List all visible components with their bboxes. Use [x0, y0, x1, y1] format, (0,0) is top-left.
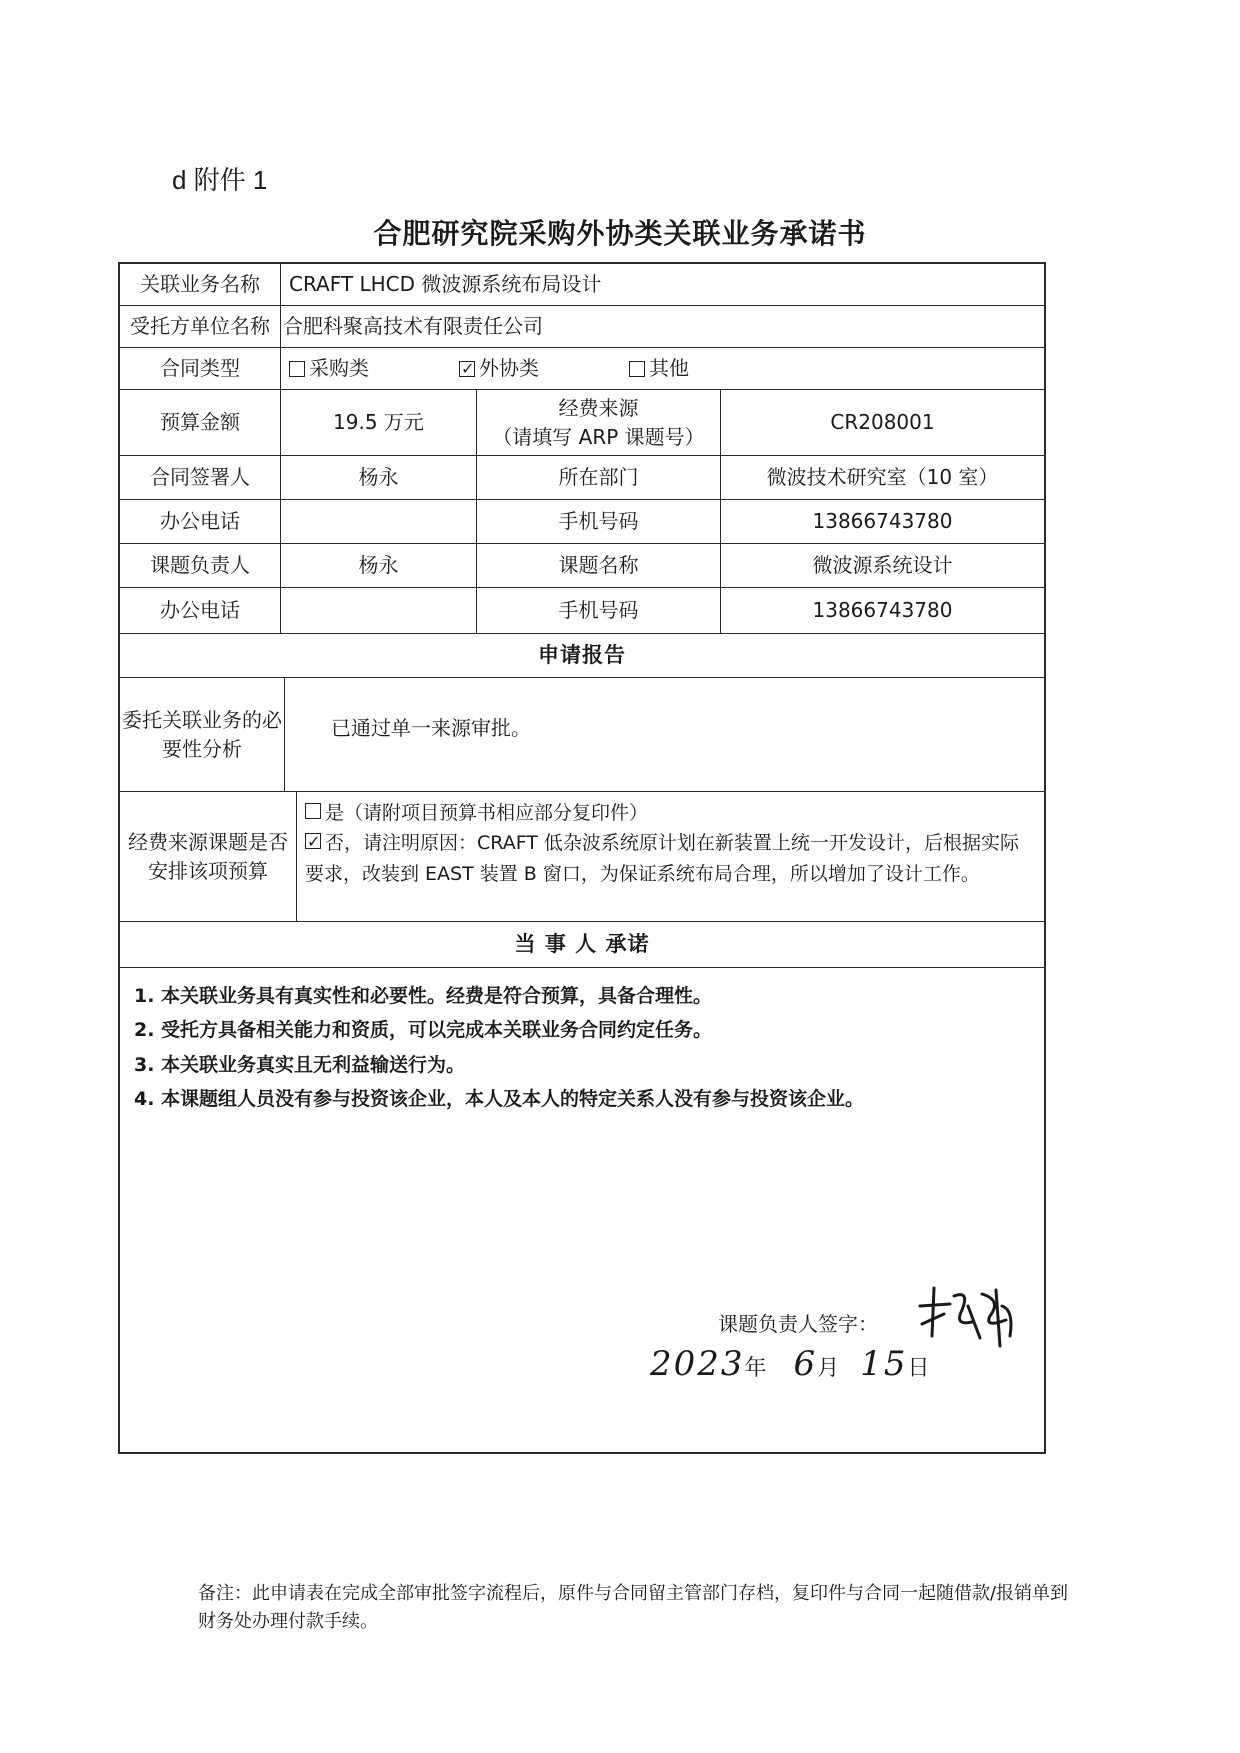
necessity-label — [120, 678, 284, 791]
contract-type-purchase-label: 采购类 — [309, 356, 369, 380]
footer-note: 备注：此申请表在完成全部审批签字流程后，原件与合同留主管部门存档，复印件与合同一起随借款/报销单到财务处办理付款手续。 — [198, 1583, 1069, 1632]
row-application-heading — [120, 634, 1044, 678]
promise-heading: 当 事 人 承诺 — [514, 932, 650, 957]
signature-date — [650, 1344, 929, 1384]
commitment-form — [118, 262, 1046, 1454]
row-office-phone-2 — [120, 588, 1044, 634]
contract-type-purchase[interactable] — [289, 354, 369, 383]
row-budget-arranged — [120, 792, 1044, 922]
promise-item: 1. 本关联业务具有真实性和必要性。经费是符合预算，具备合理性。 — [134, 985, 713, 1007]
office-phone-value — [280, 500, 476, 543]
promise-item: 4. 本课题组人员没有参与投资该企业，本人及本人的特定关系人没有参与投资该企业。 — [134, 1087, 865, 1110]
mobile-label: 手机号码 — [476, 500, 720, 543]
project-name-value: 微波源系统设计 — [720, 544, 1044, 587]
promise-item: 3. 本关联业务真实且无利益输送行为。 — [134, 1053, 466, 1076]
row-necessity — [120, 678, 1044, 792]
arranged-label-line1: 经费来源课题是否 — [128, 829, 288, 854]
signer-label: 合同签署人 — [150, 465, 250, 489]
budget-label: 预算金额 — [160, 410, 240, 434]
leader-label: 课题负责人 — [150, 553, 250, 577]
option-no-label: 否，请注明原因：CRAFT 低杂波系统原计划在新装置上统一开发设计，后根据实际要求，改装到 EAST 装置 B 窗口，为保证系统布局合理，所以增加了设计工作。 — [305, 832, 1019, 885]
signer-value: 杨永 — [280, 456, 476, 499]
application-heading: 申请报告 — [538, 643, 626, 668]
row-office-phone-1 — [120, 500, 1044, 544]
fund-source-value: CR208001 — [720, 390, 1044, 455]
mobile-value: 13866743780 — [720, 500, 1044, 543]
row-entrusted-unit — [120, 306, 1044, 348]
business-name-value: CRAFT LHCD 微波源系统布局设计 — [280, 264, 1044, 305]
dept-value: 微波技术研究室（10 室） — [720, 456, 1044, 499]
document-title: 合肥研究院采购外协类关联业务承诺书 — [373, 217, 867, 250]
mobile-label-2: 手机号码 — [476, 588, 720, 633]
office-phone-label-2: 办公电话 — [160, 598, 240, 622]
option-no[interactable] — [305, 828, 1034, 889]
entrusted-label: 受托方单位名称 — [130, 314, 270, 338]
option-yes[interactable] — [305, 798, 648, 828]
dept-label: 所在部门 — [476, 456, 720, 499]
date-day-unit: 日 — [907, 1356, 930, 1381]
row-business-name — [120, 264, 1044, 306]
entrusted-value: 合肥科聚高技术有限责任公司 — [280, 306, 1044, 347]
row-contract-type — [120, 348, 1044, 390]
fund-source-label — [476, 390, 720, 455]
office-phone-label: 办公电话 — [160, 509, 240, 533]
contract-type-outsource[interactable] — [459, 354, 539, 383]
row-promise-heading — [120, 922, 1044, 968]
promise-list — [134, 980, 864, 1117]
contract-type-other[interactable] — [629, 354, 689, 383]
necessity-text: 已通过单一来源审批。 — [284, 678, 1044, 791]
contract-type-options — [280, 348, 1044, 389]
leader-value: 杨永 — [280, 544, 476, 587]
date-month: 6 — [793, 1344, 818, 1384]
contract-type-other-label: 其他 — [649, 356, 689, 380]
date-month-unit: 月 — [817, 1356, 840, 1381]
mobile-value-2: 13866743780 — [720, 588, 1044, 633]
date-day: 15 — [860, 1344, 908, 1384]
necessity-label-line1: 委托关联业务的必 — [122, 707, 282, 732]
arranged-options — [296, 792, 1044, 921]
date-year-unit: 年 — [744, 1356, 767, 1381]
option-yes-label: 是（请附项目预算书相应部分复印件） — [325, 802, 649, 824]
business-name-label: 关联业务名称 — [140, 272, 260, 296]
row-signer — [120, 456, 1044, 500]
promise-item: 2. 受托方具备相关能力和资质，可以完成本关联业务合同约定任务。 — [134, 1019, 713, 1042]
checkbox-other[interactable] — [629, 361, 645, 377]
checkbox-no[interactable] — [305, 833, 321, 849]
row-project-leader — [120, 544, 1044, 588]
fund-source-label-line2: （请填写 ARP 课题号） — [492, 424, 705, 449]
contract-type-outsource-label: 外协类 — [479, 356, 539, 380]
date-year: 2023 — [650, 1344, 745, 1384]
checkbox-outsource[interactable] — [459, 361, 475, 377]
signature-label: 课题负责人签字： — [718, 1312, 878, 1336]
row-budget — [120, 390, 1044, 456]
budget-value: 19.5 万元 — [280, 390, 476, 455]
contract-type-label: 合同类型 — [160, 356, 240, 380]
attachment-label: d 附件 1 — [172, 165, 268, 195]
arranged-label — [120, 792, 296, 921]
necessity-label-line2: 要性分析 — [162, 736, 242, 761]
project-name-label: 课题名称 — [476, 544, 720, 587]
checkbox-purchase[interactable] — [289, 361, 305, 377]
arranged-label-line2: 安排该项预算 — [148, 858, 268, 883]
office-phone-value-2 — [280, 588, 476, 633]
fund-source-label-line1: 经费来源 — [558, 395, 639, 420]
checkbox-yes[interactable] — [305, 803, 321, 819]
